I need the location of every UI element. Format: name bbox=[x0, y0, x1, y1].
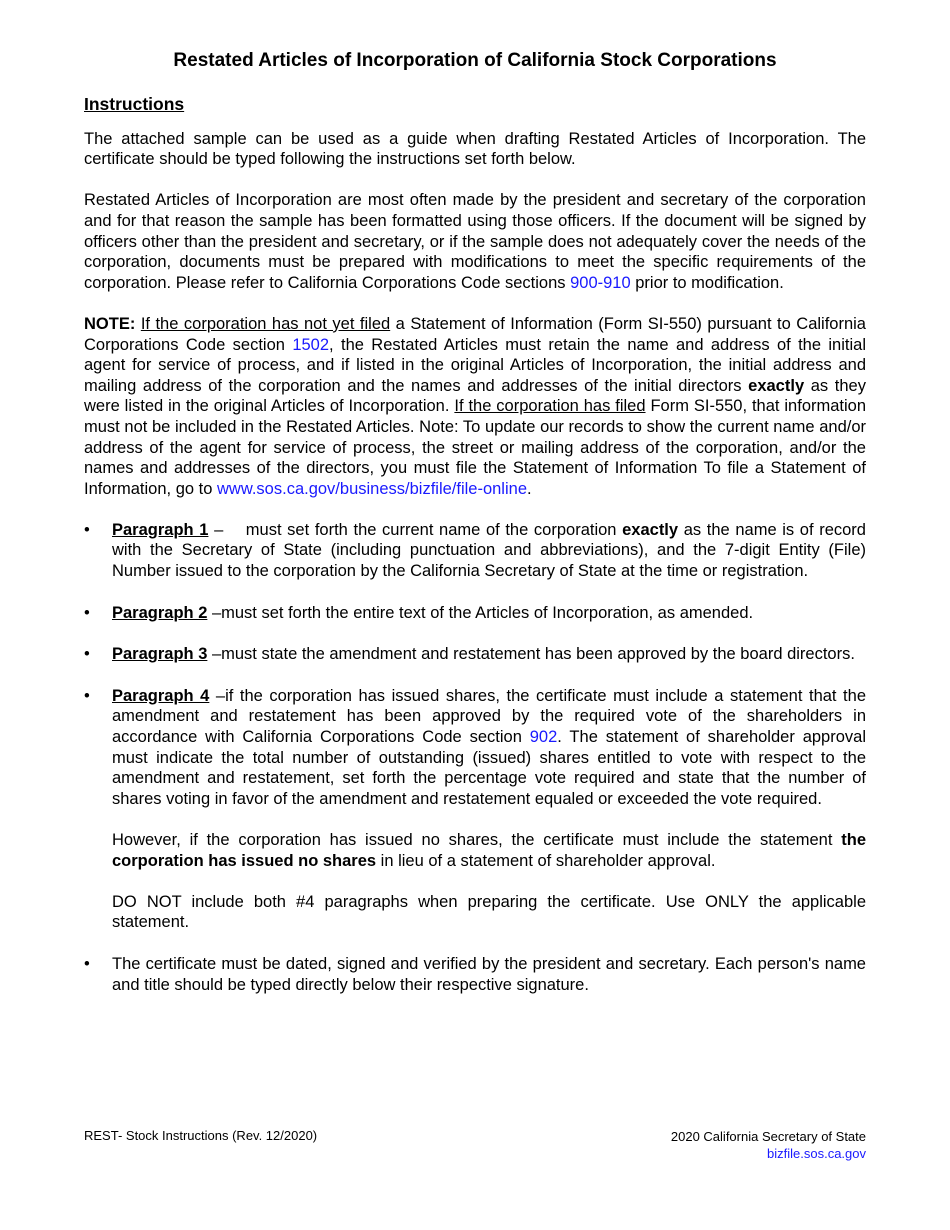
list-item bbox=[84, 954, 866, 995]
bullet-icon: • bbox=[84, 603, 90, 622]
however-text-1: However, if the corporation has issued no shares, the certificate must include the statement bbox=[112, 831, 833, 849]
paragraph-list bbox=[84, 520, 866, 995]
page-title: Restated Articles of Incorporation of California Stock Corporations bbox=[173, 50, 777, 71]
list-item bbox=[84, 603, 866, 624]
bullet-icon: • bbox=[84, 520, 90, 539]
list-item bbox=[84, 520, 866, 582]
paragraph-4-text-2: . The statement of shareholder approval must indicate the total number of outstanding (issued) shares entitled to vote with respect to the amendment and restatement, set forth the percentage vote required and state that the number of shares voting in favor of the amendment and restatement equaled or exceeded the vote required. bbox=[112, 728, 866, 808]
note-text-5: . bbox=[527, 479, 532, 498]
note-paragraph bbox=[84, 314, 866, 499]
certificate-signing-text: The certificate must be dated, signed and verified by the president and secretary. Each person's name and title should be typed directly below their respective signature. bbox=[112, 954, 866, 994]
paragraph-4-text-1: –if the corporation has issued shares, the certificate must include a statement that the amendment and restatement has been approved by the required vote of the shareholders in accordance with California Corporations Code section bbox=[112, 686, 866, 747]
however-paragraph bbox=[112, 830, 866, 871]
list-item bbox=[84, 644, 866, 665]
has-filed-underline: If the corporation has filed bbox=[454, 397, 646, 416]
paragraph-1-text-1: must set forth the current name of the corporation bbox=[245, 520, 617, 539]
paragraph-1-text-2: as the name is of record with the Secretary of State (including punctuation and abbreviations), and the 7-digit Entity (File) Number issued to the corporation by the California Secretary of State at the time or registration. bbox=[112, 520, 866, 581]
exactly-bold: exactly bbox=[748, 376, 805, 395]
paragraph-4-label: Paragraph 4 bbox=[112, 686, 210, 705]
not-filed-underline: If the corporation has not yet filed bbox=[140, 314, 391, 333]
list-item bbox=[84, 686, 866, 933]
no-shares-bold: the corporation has issued no shares bbox=[112, 831, 866, 870]
do-not-paragraph: DO NOT include both #4 paragraphs when preparing the certificate. Use ONLY the applicable statement. bbox=[112, 892, 866, 932]
document-body bbox=[84, 94, 866, 1016]
paragraph-1-label: Paragraph 1 bbox=[112, 520, 209, 539]
paragraph-1-dash: – bbox=[208, 520, 246, 539]
officers-tail: prior to modification. bbox=[635, 273, 784, 292]
paragraph-3-label: Paragraph 3 bbox=[112, 645, 208, 664]
bullet-icon: • bbox=[84, 686, 90, 705]
bizfile-link[interactable]: bizfile.sos.ca.gov bbox=[767, 1146, 866, 1161]
code-900-910-link[interactable]: 900-910 bbox=[570, 273, 631, 292]
paragraph-2-label: Paragraph 2 bbox=[112, 603, 208, 622]
instructions-heading: Instructions bbox=[84, 94, 185, 114]
officers-text: Restated Articles of Incorporation are most often made by the president and secretary of the corporation and for that reason the sample has been formatted using those officers. If the document will be signed by officers other than the president and secretary, or if the sample does not adequately cover the needs of the corporation, documents must be prepared with modifications to meet the specific requirements of the corporation. Please refer to California Corporations Code sections bbox=[84, 191, 866, 292]
bullet-icon: • bbox=[84, 954, 90, 973]
officers-paragraph bbox=[84, 190, 866, 293]
footer-revision: REST- Stock Instructions (Rev. 12/2020) bbox=[84, 1128, 318, 1143]
file-online-link[interactable]: www.sos.ca.gov/business/bizfile/file-online bbox=[217, 479, 527, 498]
note-text-4: Form SI-550, that information must not be included in the Restated Articles. Note: To update our records to show the current name and/or address of the agent for service of process, the street or mailing address of the corporation, and/or the names and addresses of the directors, you must file the Statement of Information To file a Statement of Information, go to bbox=[84, 397, 867, 498]
code-902-link[interactable]: 902 bbox=[529, 728, 558, 747]
paragraph-1-bold: exactly bbox=[622, 520, 679, 539]
paragraph-3-text: –must state the amendment and restatement has been approved by the board directors. bbox=[207, 645, 855, 664]
note-text-3: as they were listed in the original Articles of Incorporation. bbox=[84, 376, 866, 416]
paragraph-2-text: –must set forth the entire text of the Articles of Incorporation, as amended. bbox=[207, 603, 754, 622]
note-text-2: , the Restated Articles must retain the name and address of the initial agent for service of process, and if listed in the original Articles of Incorporation, the initial address and mailing address of the corporation and the names and addresses of the initial directors bbox=[84, 335, 866, 395]
code-1502-link[interactable]: 1502 bbox=[292, 335, 330, 354]
footer-copyright: 2020 California Secretary of State bbox=[670, 1129, 866, 1144]
note-label: NOTE: bbox=[84, 314, 136, 333]
footer-right bbox=[671, 1128, 866, 1162]
bullet-icon: • bbox=[84, 645, 90, 664]
however-text-2: in lieu of a statement of shareholder approval. bbox=[380, 851, 716, 870]
note-text-1: a Statement of Information (Form SI-550) pursuant to California Corporations Code section bbox=[84, 314, 866, 354]
intro-paragraph: The attached sample can be used as a guide when drafting Restated Articles of Incorporation. The certificate should be typed following the instructions set forth below. bbox=[84, 129, 866, 169]
